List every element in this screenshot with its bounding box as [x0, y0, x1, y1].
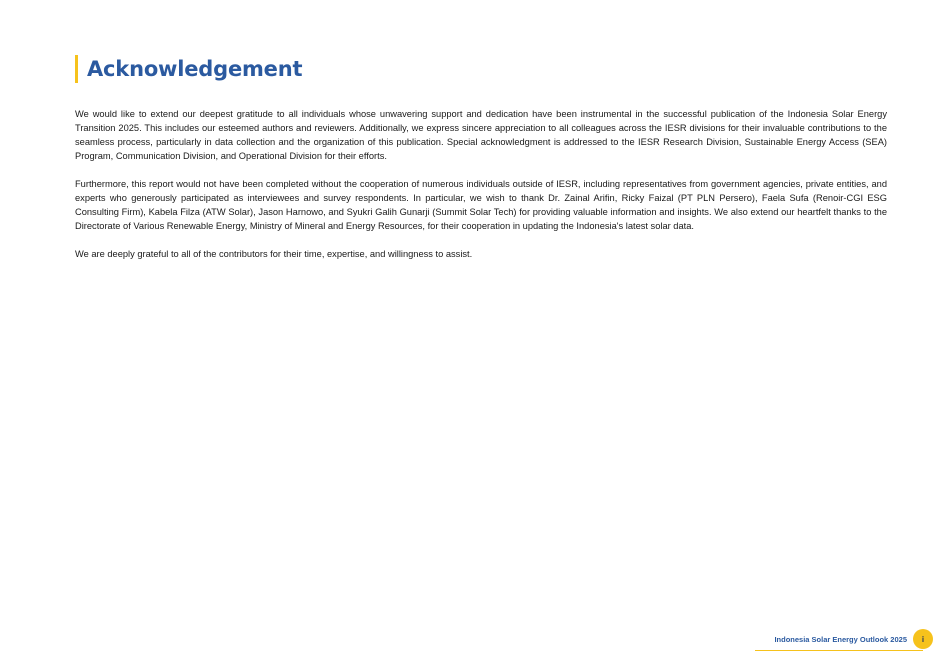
- page-title: Acknowledgement: [87, 57, 303, 81]
- title-accent-bar: [75, 55, 78, 83]
- page-number-badge: i: [913, 629, 933, 649]
- paragraph-1: We would like to extend our deepest gratitude to all individuals whose unwavering support and dedication have been instrumental in the successful publication of the Indonesia Solar Energy Transition 2025. This includes our esteemed authors and reviewers. Additionally, we express sincere appreciation to all colleagues across the IESR divisions for their invaluable contributions to the seamless process, particularly in data collection and the organization of this publication. Special acknowledgment is addressed to the IESR Research Division, Sustainable Energy Access (SEA) Program, Communication Division, and Operational Division for their efforts.: [75, 109, 887, 161]
- paragraph-3: We are deeply grateful to all of the contributors for their time, expertise, and willingness to assist.: [75, 249, 473, 259]
- footer-publication-title: Indonesia Solar Energy Outlook 2025: [774, 634, 907, 644]
- acknowledgement-body: [75, 107, 887, 275]
- footer-underline: [755, 650, 923, 651]
- page-header: [75, 55, 302, 83]
- paragraph-2: Furthermore, this report would not have been completed without the cooperation of numerous individuals outside of IESR, including representatives from government agencies, private entities, and experts who generously participated as interviewees and survey respondents. In particular, we wish to thank Dr. Zainal Arifin, Ricky Faizal (PT PLN Persero), Faela Sufa (Renoir-CGI ESG Consulting Firm), Kabela Filza (ATW Solar), Jason Harnowo, and Syukri Galih Gunarji (Summit Solar Tech) for providing valuable information and insights. We also extend our heartfelt thanks to the Directorate of Various Renewable Energy, Ministry of Mineral and Energy Resources, for their cooperation in updating the Indonesia's latest solar data.: [75, 179, 887, 231]
- page-footer: [774, 629, 933, 649]
